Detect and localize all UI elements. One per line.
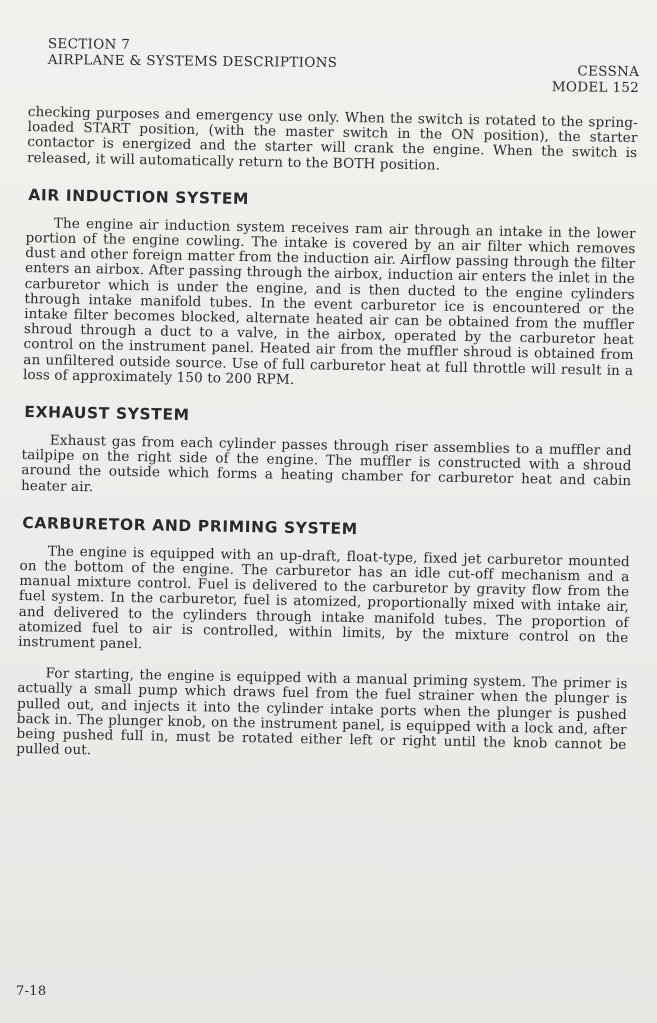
body-text: [16, 105, 638, 769]
heading-exhaust: EXHAUST SYSTEM: [24, 403, 190, 425]
heading-carburetor-priming: CARBURETOR AND PRIMING SYSTEM: [22, 513, 358, 538]
carburetor-paragraph: The engine is equipped with an up-draft, float-type, fixed jet carburetor mounted on the bottom of the engine. The carburetor has an idle cut-off mechanism and a manual mixture control. Fuel is delivered to the carburetor by gravity flow from the fuel system. In the carburetor, fuel is atomized, proportionally mixed with intake air, and delivered to the cylinders through intake manifold tubes. The proportion of atomized fuel to air is controlled, within limits, by the mixture control on the instrument panel.: [18, 543, 630, 653]
manufacturer-label: CESSNA: [577, 63, 639, 80]
air-induction-paragraph: The engine air induction system receives ram air through an intake in the lower portion of the engine cowling. The intake is covered by an air filter which removes dust and other foreign matter from the induction air. Airflow passing through the filter enters an airbox. After passing through the airbox, induction air enters the inlet in the carburetor which is under the engine, and is then ducted to the engine cylinders through intake manifold tubes. In the event carburetor ice is encountered or the intake filter becomes blocked, alternate heated air can be obtained from the muffler shroud through a duct to a valve, in the airbox, operated by the carburetor heat control on the instrument panel. Heated air from the muffler shroud is obtained from an unfiltered outside source. Use of full carburetor heat at full throttle will result in a loss of approximately 150 to 200 RPM.: [22, 215, 636, 388]
section-label: SECTION 7: [47, 36, 131, 53]
model-header: [551, 63, 639, 96]
chapter-title: AIRPLANE & SYSTEMS DESCRIPTIONS: [47, 51, 338, 72]
priming-paragraph: For starting, the engine is equipped with a manual priming system. The primer is actually a small pump which draws fuel from the fuel strainer when the plunger is pulled out, and injects it into the cylinder intake ports when the plunger is pushed back in. The plunger knob, on the instrument panel, is equipped with a lock and, after being pushed full in, must be rotated either left or right until the knob cannot be pulled out.: [16, 665, 628, 759]
exhaust-paragraph: Exhaust gas from each cylinder passes through riser assemblies to a muffler and tailpipe on the right side of the engine. The muffler is constructed with a shroud around the outside which forms a heating chamber for carburetor heat and cabin heater air.: [20, 432, 632, 495]
page-number: 7-18: [16, 984, 47, 999]
section-header: [48, 36, 338, 71]
heading-air-induction: AIR INDUCTION SYSTEM: [28, 185, 250, 208]
intro-paragraph: checking purposes and emergency use only. When the switch is rotated to the spring-loaded START position, (with the master switch in the ON position), the starter contactor is energized and the starter will crank the engine. When the switch is released, it will automatically return to the BOTH position.: [26, 104, 638, 174]
model-label: MODEL 152: [551, 79, 639, 96]
